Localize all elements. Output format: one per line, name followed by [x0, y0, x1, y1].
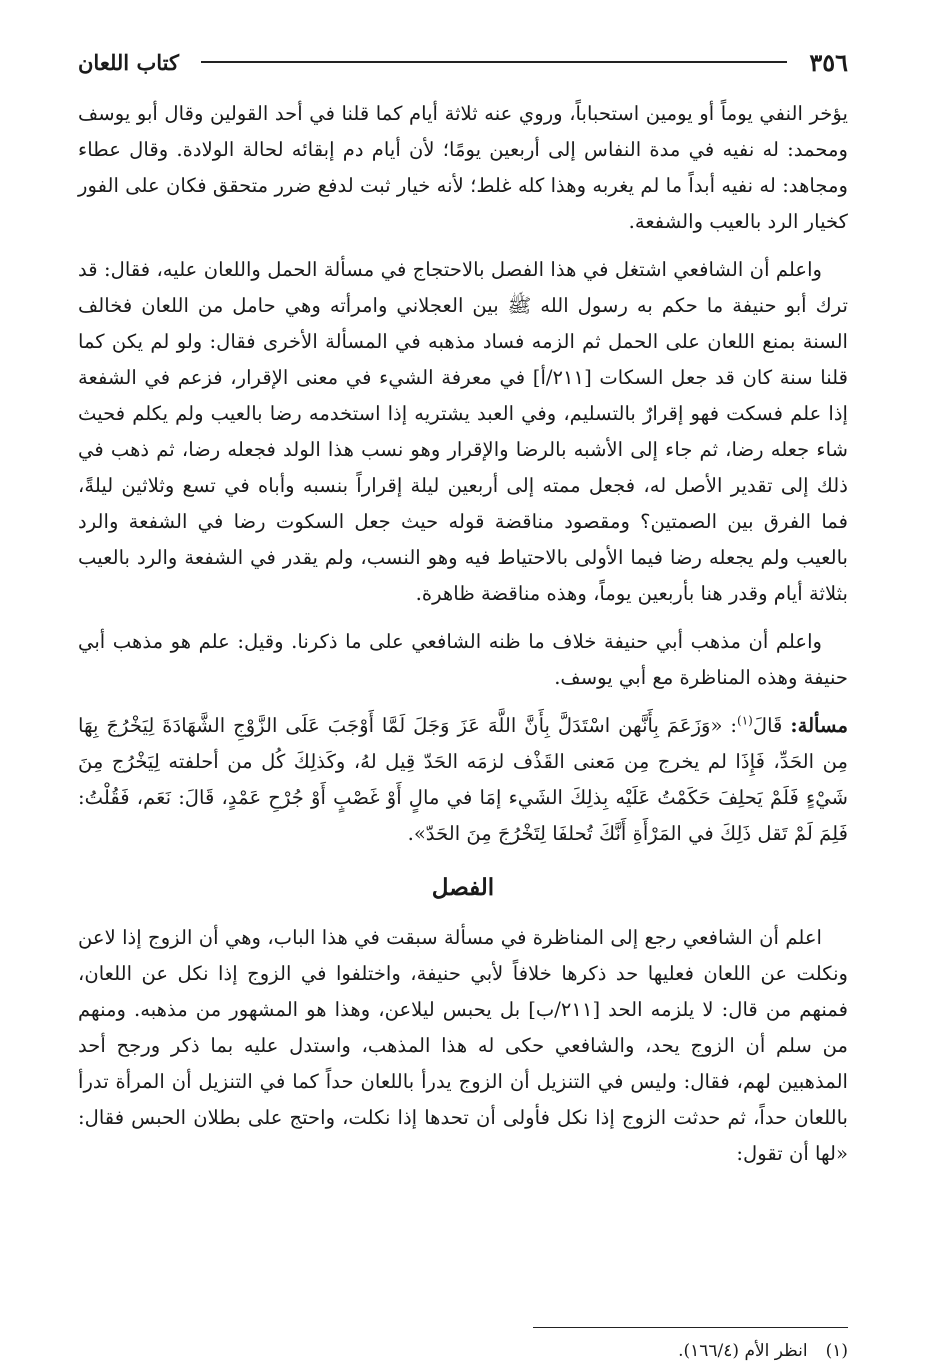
- page-header: [78, 42, 848, 82]
- footnote-number: (١): [825, 1341, 848, 1361]
- footnote-ref: (١): [737, 713, 753, 728]
- masala-paragraph: [78, 708, 848, 852]
- running-title: كتاب اللعان: [78, 49, 179, 75]
- footnote-text: انظر الأم (١٦٦/٤).: [678, 1341, 808, 1361]
- footnote: [678, 1338, 848, 1364]
- body-text: [78, 96, 848, 1172]
- paragraph-1: يؤخر النفي يوماً أو يومين استحباباً، وروي عنه ثلاثة أيام كما قلنا في أحد القولين وقال أبو يوسف ومحمد: له نفيه في مدة النفاس إلى أربعين يومًا؛ لأن أيام دم إبقائه لحالة الولادة. وقال عطاء ومجاهد: له نفيه أبداً ما لم يغربه وهذا كله غلط؛ لأنه خيار ثبت لدفع ضرر متحقق فكان على الفور كخيار الرد بالعيب والشفعة.: [78, 102, 848, 233]
- paragraph-2: واعلم أن الشافعي اشتغل في هذا الفصل بالاحتجاج في مسألة الحمل واللعان عليه، فقال: قد ترك أبو حنيفة ما حكم به رسول الله ﷺ بين العجلاني وامرأته وهي حامل من اللعان فخالف السنة بمنع اللعان على الحمل ثم الزمه فساد مذهبه في المسألة الأخرى فقال: ولو لم يكن كما قلنا سنة كان قد جعل السكات [٢١١/أ] في معرفة الشيء في معنى الإقرار، فزعم في الشفعة إذا علم فسكت فهو إقرارٌ بالتسليم، وفي العبد يشتريه إذا استخدمه رضا بالعيب ولم يكلم فحيث شاء جعله رضا، ثم جاء إلى الأشبه بالرضا والإقرار وهو نسب هذا الولد فجعله رضا، ثم ذهب في ذلك إلى تقدير الأصل له، فجعل ممته إلى أربعين ليلة إقراراً بنسبه وأباه في تسع وثلاثين ليلةً، فما الفرق بين الصمتين؟ ومقصود مناقضة قوله حيث جعل السكوت رضا في الشفعة والرد بالعيب ولم يجعله رضا فيما الأولى بالاحتياط فيه وهو النسب، ولم يقدر في الشفعة والرد بالعيب بثلاثة أيام وقدر هنا بأربعين يوماً، وهذه مناقضة ظاهرة.: [78, 258, 848, 605]
- page-number: ٣٥٦: [809, 47, 848, 77]
- masala-quote: : «وَزَعَمَ بِأَنَّهن اسْتَدَلَّ بِأَنَّ اللَّهَ عَزَ وَجَلَ لَمَّا أَوْجَبَ عَلَى الزَّوْجِ الشَّهَادَةَ لِيَخْرُجَ بِهَا مِن الحَدِّ، فَإِذَا لم يخرج مِن مَعنى القَذْف لزمَه الحَدّ قِيل لهُ، وكَذلِكَ كُل من أحلفته لِيَخْرُج مِنَ شَيْءٍ فَلَمْ يَحلِفَ حَكَمْتُ عَلَيْه بِذلِكَ الشَيء إمَا في مالٍ أَوْ غَصْبٍ أَوْ جُرْحِ عَمْدٍ، قَالَ: نَعَم، فَقُلْتُ: فَلِمَ لَمْ تَقل ذَلِكَ في المَرْأَةِ أَنَّكَ تُحلفَا لِتَخْرُجَ مِنَ الحَدّ».: [78, 714, 848, 845]
- paragraph-3: واعلم أن مذهب أبي حنيفة خلاف ما ظنه الشافعي على ما ذكرنا. وقيل: علم هو مذهب أبي حنيفة وهذه المناظرة مع أبي يوسف.: [78, 630, 848, 689]
- masala-qal: قَالَ: [752, 714, 783, 737]
- section-paragraph: اعلم أن الشافعي رجع إلى المناظرة في مسألة سبقت في هذا الباب، وهي أن الزوج إذا لاعن ونكلت عن اللعان فعليها حد ذكرها خلافاً لأبي حنيفة، واختلفوا في الزوج إذا نكل عن اللعان، فمنهم من قال: لا يلزمه الحد [٢١١/ب] بل يحبس ليلاعن، وهذا هو المشهور من مذهبه. ومنهم من سلم أن الزوج يحد، والشافعي حكى له هذا المذهب، واستدل عليه بما ذكر ورجح أحد المذهبين لهم، فقال: وليس في التنزيل أن الزوج يدرأ باللعان حداً كما في التنزيل أن المرأة تدرأ باللعان حداً، ثم حدثت الزوج إذا نكل فأولى أن تحدها إذا نكلت، واحتج على بطلان الحبس فقال: «لها أن تقول:: [78, 926, 848, 1165]
- book-page: [78, 42, 848, 1371]
- masala-label: مسألة:: [790, 714, 848, 737]
- footnote-rule: [533, 1327, 848, 1328]
- header-rule: [201, 61, 787, 63]
- section-heading: الفصل: [431, 874, 495, 901]
